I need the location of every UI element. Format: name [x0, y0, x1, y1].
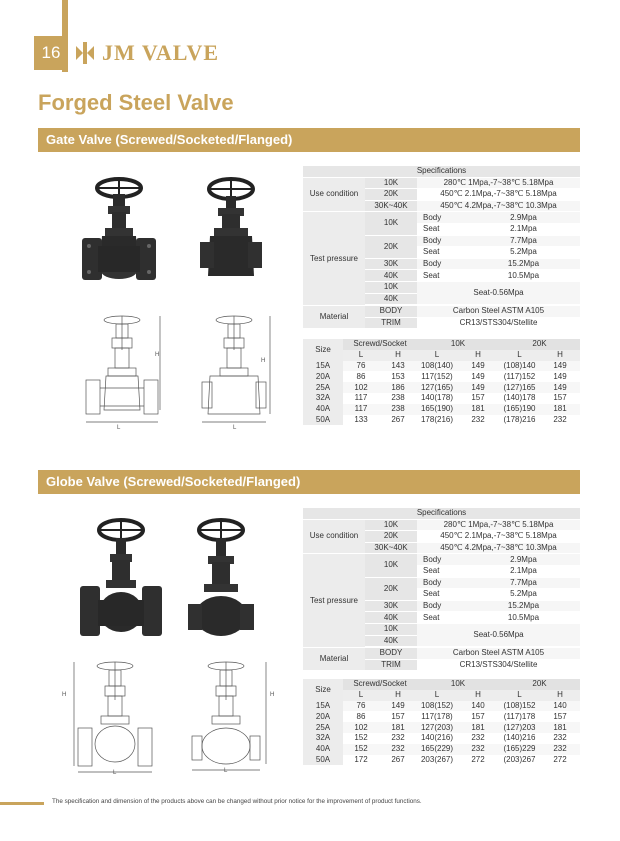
- table-row: [303, 701, 580, 712]
- use-rating: 10K: [365, 519, 417, 531]
- brand-name: JM VALVE: [102, 40, 220, 65]
- table-cell: 127(165): [417, 382, 457, 393]
- size-label: Size: [303, 679, 343, 701]
- table-cell: 232: [457, 744, 499, 755]
- material-label: Material: [303, 648, 365, 671]
- test-part: Body: [417, 235, 467, 247]
- sub-header: H: [457, 350, 499, 361]
- use-condition-label: Use condition: [303, 519, 365, 554]
- table-cell: 108(140): [417, 361, 457, 372]
- table-cell: 143: [379, 361, 417, 372]
- test-value: 2.1Mpa: [467, 565, 580, 577]
- use-value: 450℃ 2.1Mpa,-7~38℃ 5.18Mpa: [417, 531, 580, 543]
- test-part: Body: [417, 554, 467, 566]
- globe-drawing-flanged-l-label: L: [113, 770, 117, 776]
- test-rating: 10K: [365, 212, 417, 235]
- use-value: 280℃ 1Mpa,-7~38℃ 5.18Mpa: [417, 177, 580, 189]
- table-cell: 117: [343, 404, 379, 415]
- table-cell: 186: [379, 382, 417, 393]
- table-cell: (117)152: [499, 371, 540, 382]
- page-number: 16: [34, 36, 68, 70]
- section-title-gate-valve: Gate Valve (Screwed/Socketed/Flanged): [38, 128, 580, 152]
- table-cell: 102: [343, 722, 379, 733]
- table-cell: 238: [379, 393, 417, 404]
- test-part: Seat: [417, 589, 467, 601]
- table-cell: (127)203: [499, 722, 540, 733]
- table-row: [303, 415, 580, 426]
- group-header: Screwd/Socket: [343, 339, 417, 350]
- size-cell: 25A: [303, 382, 343, 393]
- table-cell: 76: [343, 701, 379, 712]
- material-part: BODY: [365, 306, 417, 318]
- table-cell: 149: [540, 371, 580, 382]
- table-row: [303, 733, 580, 744]
- test-part: Body: [417, 600, 467, 612]
- use-value: 450℃ 4.2Mpa,-7~38℃ 10.3Mpa: [417, 542, 580, 554]
- test-part: Body: [417, 258, 467, 270]
- test-part: Seat: [417, 612, 467, 624]
- sub-header: L: [417, 350, 457, 361]
- test-value: 10.5Mpa: [467, 612, 580, 624]
- size-cell: 20A: [303, 711, 343, 722]
- table-cell: 152: [343, 733, 379, 744]
- material-value: Carbon Steel ASTM A105: [417, 306, 580, 318]
- gate-dimension-table: [303, 339, 580, 425]
- globe-valve-flanged-drawing: [72, 656, 158, 776]
- table-cell: 232: [540, 744, 580, 755]
- table-cell: 108(152): [417, 701, 457, 712]
- table-cell: 157: [540, 393, 580, 404]
- table-cell: 149: [457, 361, 499, 372]
- gate-valve-socket-photo: [196, 176, 266, 288]
- material-value: CR13/STS304/Stellite: [417, 659, 580, 671]
- test-rating: 10K: [365, 554, 417, 577]
- test-rating: 40K: [365, 635, 417, 647]
- test-rating: 10K: [365, 281, 417, 293]
- valve-logo-icon: [74, 41, 96, 65]
- test-rating: 10K: [365, 623, 417, 635]
- table-cell: (178)216: [499, 415, 540, 426]
- material-label: Material: [303, 306, 365, 329]
- table-cell: 157: [457, 711, 499, 722]
- table-row: [303, 361, 580, 372]
- gate-valve-socket-drawing: [198, 310, 278, 430]
- spec-header: Specifications: [303, 508, 580, 519]
- table-cell: 232: [540, 733, 580, 744]
- test-value: 15.2Mpa: [467, 258, 580, 270]
- table-cell: 232: [379, 733, 417, 744]
- test-value: 10.5Mpa: [467, 270, 580, 282]
- table-cell: 267: [379, 755, 417, 766]
- test-value: 2.1Mpa: [467, 223, 580, 235]
- test-rating: 20K: [365, 577, 417, 600]
- table-row: [303, 722, 580, 733]
- table-cell: 140(178): [417, 393, 457, 404]
- table-cell: (108)152: [499, 701, 540, 712]
- table-cell: 117(178): [417, 711, 457, 722]
- globe-valve-flanged-photo: [74, 516, 168, 644]
- test-rating: 20K: [365, 235, 417, 258]
- group-header: 20K: [499, 679, 580, 690]
- material-value: CR13/STS304/Stellite: [417, 317, 580, 329]
- table-cell: (140)178: [499, 393, 540, 404]
- table-cell: (127)165: [499, 382, 540, 393]
- use-condition-label: Use condition: [303, 177, 365, 212]
- sub-header: H: [379, 690, 417, 701]
- globe-drawing-socket-l-label: L: [224, 768, 228, 774]
- test-part: Seat: [417, 270, 467, 282]
- test-value: Seat-0.56Mpa: [417, 623, 580, 646]
- test-value: 5.2Mpa: [467, 589, 580, 601]
- size-cell: 50A: [303, 415, 343, 426]
- group-header: 10K: [417, 339, 499, 350]
- sub-header: L: [417, 690, 457, 701]
- test-part: Seat: [417, 565, 467, 577]
- table-cell: 149: [379, 701, 417, 712]
- globe-valve-socket-drawing: [186, 656, 275, 776]
- table-cell: 76: [343, 361, 379, 372]
- table-cell: 272: [540, 755, 580, 766]
- sub-header: H: [540, 690, 580, 701]
- table-row: [303, 393, 580, 404]
- test-rating: 40K: [365, 270, 417, 282]
- size-cell: 50A: [303, 755, 343, 766]
- table-cell: (203)267: [499, 755, 540, 766]
- table-cell: 181: [540, 404, 580, 415]
- use-rating: 10K: [365, 177, 417, 189]
- table-cell: 157: [457, 393, 499, 404]
- test-rating: 30K: [365, 258, 417, 270]
- table-cell: (140)216: [499, 733, 540, 744]
- table-cell: 165(229): [417, 744, 457, 755]
- table-cell: 149: [457, 382, 499, 393]
- test-part: Seat: [417, 223, 467, 235]
- table-cell: 232: [540, 415, 580, 426]
- table-cell: 117(152): [417, 371, 457, 382]
- test-value: 5.2Mpa: [467, 247, 580, 259]
- material-part: TRIM: [365, 659, 417, 671]
- footer-note: The specification and dimension of the products above can be changed without prior notice for the improvement of product functions.: [52, 798, 422, 805]
- table-cell: 181: [540, 722, 580, 733]
- test-pressure-label: Test pressure: [303, 212, 365, 306]
- brand-logo: [74, 38, 219, 68]
- table-cell: 157: [540, 711, 580, 722]
- table-cell: (165)229: [499, 744, 540, 755]
- table-cell: 140: [457, 701, 499, 712]
- size-label: Size: [303, 339, 343, 361]
- globe-dimension-table: [303, 679, 580, 765]
- page-title: Forged Steel Valve: [38, 90, 234, 115]
- gate-drawing-socket-l-label: L: [233, 425, 237, 431]
- sub-header: L: [343, 690, 379, 701]
- test-part: Body: [417, 212, 467, 224]
- table-cell: 86: [343, 711, 379, 722]
- table-row: [303, 744, 580, 755]
- table-row: [303, 711, 580, 722]
- table-cell: 157: [379, 711, 417, 722]
- sub-header: H: [379, 350, 417, 361]
- test-value: 7.7Mpa: [467, 235, 580, 247]
- use-value: 450℃ 2.1Mpa,-7~38℃ 5.18Mpa: [417, 189, 580, 201]
- sub-header: L: [343, 350, 379, 361]
- globe-drawing-flanged-h-label: H: [62, 692, 67, 698]
- table-cell: 149: [540, 361, 580, 372]
- size-cell: 32A: [303, 393, 343, 404]
- material-value: Carbon Steel ASTM A105: [417, 648, 580, 660]
- size-cell: 32A: [303, 733, 343, 744]
- size-cell: 15A: [303, 701, 343, 712]
- table-cell: 181: [457, 722, 499, 733]
- table-cell: 86: [343, 371, 379, 382]
- group-header: Screwd/Socket: [343, 679, 417, 690]
- size-cell: 15A: [303, 361, 343, 372]
- globe-spec-table: [303, 508, 580, 671]
- table-cell: 181: [457, 404, 499, 415]
- sub-header: L: [499, 350, 540, 361]
- test-rating: 40K: [365, 293, 417, 305]
- globe-valve-socket-photo: [186, 516, 256, 644]
- material-part: BODY: [365, 648, 417, 660]
- material-part: TRIM: [365, 317, 417, 329]
- test-rating: 30K: [365, 600, 417, 612]
- test-value: 2.9Mpa: [467, 554, 580, 566]
- size-cell: 40A: [303, 404, 343, 415]
- use-value: 280℃ 1Mpa,-7~38℃ 5.18Mpa: [417, 519, 580, 531]
- table-cell: 149: [540, 382, 580, 393]
- gate-valve-flanged-photo: [72, 176, 166, 288]
- table-cell: 178(216): [417, 415, 457, 426]
- size-cell: 40A: [303, 744, 343, 755]
- table-cell: 203(267): [417, 755, 457, 766]
- group-header: 20K: [499, 339, 580, 350]
- table-cell: 238: [379, 404, 417, 415]
- table-cell: 153: [379, 371, 417, 382]
- test-value: 15.2Mpa: [467, 600, 580, 612]
- table-cell: 181: [379, 722, 417, 733]
- table-cell: 149: [457, 371, 499, 382]
- use-rating: 20K: [365, 531, 417, 543]
- table-cell: 232: [457, 415, 499, 426]
- table-cell: 232: [457, 733, 499, 744]
- spec-header: Specifications: [303, 166, 580, 177]
- sub-header: H: [540, 350, 580, 361]
- table-cell: 127(203): [417, 722, 457, 733]
- gate-drawing-flanged-l-label: L: [117, 425, 121, 431]
- gate-spec-table: [303, 166, 580, 329]
- table-row: [303, 404, 580, 415]
- test-part: Seat: [417, 247, 467, 259]
- test-pressure-label: Test pressure: [303, 554, 365, 648]
- table-cell: (117)178: [499, 711, 540, 722]
- gate-drawing-socket-h-label: H: [261, 358, 266, 364]
- test-part: Body: [417, 577, 467, 589]
- gate-valve-flanged-drawing: [82, 310, 162, 430]
- sub-header: H: [457, 690, 499, 701]
- footer-accent-bar: [0, 802, 44, 805]
- size-cell: 20A: [303, 371, 343, 382]
- table-cell: 140: [540, 701, 580, 712]
- table-cell: 232: [379, 744, 417, 755]
- table-cell: 133: [343, 415, 379, 426]
- use-value: 450℃ 4.2Mpa,-7~38℃ 10.3Mpa: [417, 200, 580, 212]
- group-header: 10K: [417, 679, 499, 690]
- table-cell: (108)140: [499, 361, 540, 372]
- table-row: [303, 382, 580, 393]
- sub-header: L: [499, 690, 540, 701]
- globe-drawing-socket-h-label: H: [270, 692, 275, 698]
- gate-drawing-flanged-h-label: H: [155, 352, 160, 358]
- table-cell: 267: [379, 415, 417, 426]
- table-cell: 272: [457, 755, 499, 766]
- test-value: 7.7Mpa: [467, 577, 580, 589]
- table-cell: 152: [343, 744, 379, 755]
- use-rating: 30K~40K: [365, 200, 417, 212]
- table-row: [303, 371, 580, 382]
- test-value: 2.9Mpa: [467, 212, 580, 224]
- test-rating: 40K: [365, 612, 417, 624]
- use-rating: 30K~40K: [365, 542, 417, 554]
- table-cell: (165)190: [499, 404, 540, 415]
- table-cell: 117: [343, 393, 379, 404]
- size-cell: 25A: [303, 722, 343, 733]
- table-cell: 165(190): [417, 404, 457, 415]
- section-title-globe-valve: Globe Valve (Screwed/Socketed/Flanged): [38, 470, 580, 494]
- test-value: Seat-0.56Mpa: [417, 281, 580, 304]
- table-cell: 172: [343, 755, 379, 766]
- table-row: [303, 755, 580, 766]
- table-cell: 102: [343, 382, 379, 393]
- table-cell: 140(216): [417, 733, 457, 744]
- use-rating: 20K: [365, 189, 417, 201]
